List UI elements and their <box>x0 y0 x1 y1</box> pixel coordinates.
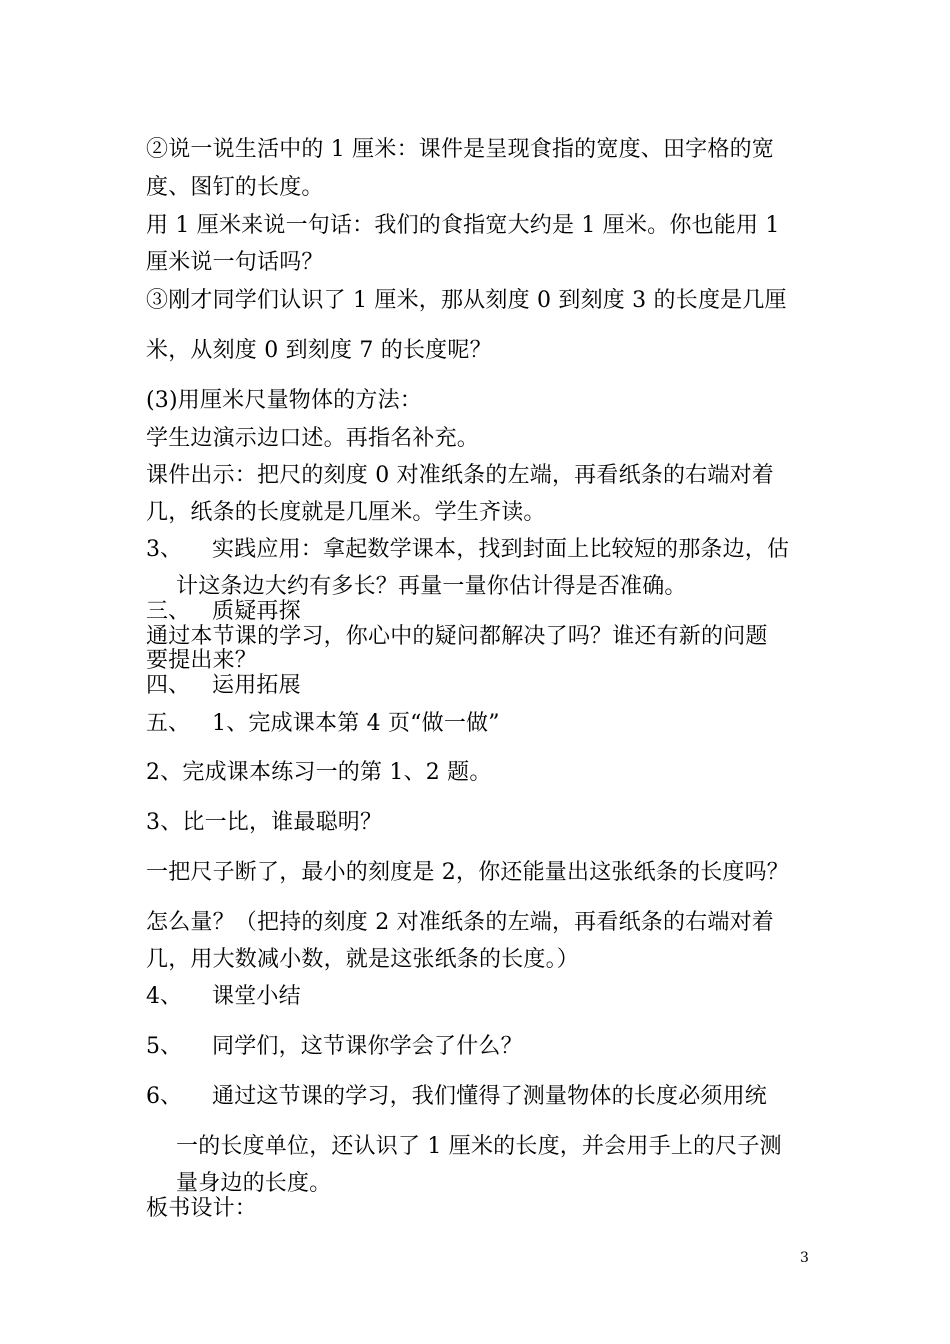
list-item-text: 实践应用：拿起数学课本，找到封面上比较短的那条边，估 <box>212 537 790 562</box>
list-item-text: 课堂小结 <box>212 984 301 1009</box>
list-item-text: 计这条边大约有多长？再量一量你估计得是否准确。 <box>176 574 687 599</box>
text-line: 米，从刻度 0 到刻度 7 的长度呢？ <box>146 338 492 363</box>
list-number: 4、 <box>146 984 182 1009</box>
section-heading: 质疑再探 <box>212 599 301 624</box>
text-line: 课件出示：把尺的刻度 0 对准纸条的左端，再看纸条的右端对着 <box>146 463 774 488</box>
list-item-text: 通过这节课的学习，我们懂得了测量物体的长度必须用统 <box>212 1084 768 1109</box>
text-line: 几，纸条的长度就是几厘米。学生齐读。 <box>146 500 546 525</box>
text-line: 用 1 厘米来说一句话：我们的食指宽大约是 1 厘米。你也能用 1 <box>146 213 780 238</box>
text-line: ③刚才同学们认识了 1 厘米，那从刻度 0 到刻度 3 的长度是几厘 <box>146 288 787 313</box>
section-heading: 板书设计： <box>146 1196 258 1221</box>
text-line: 一把尺子断了，最小的刻度是 2，你还能量出这张纸条的长度吗？ <box>146 860 789 885</box>
list-number: 3、 <box>146 537 182 562</box>
section-heading: (3)用厘米尺量物体的方法： <box>146 388 422 413</box>
list-number: 五、 <box>146 711 191 736</box>
list-item-text: 1、完成课本第 4 页“做一做” <box>212 711 500 736</box>
text-line: 要提出来？ <box>146 648 258 673</box>
list-number: 6、 <box>146 1084 182 1109</box>
list-number: 5、 <box>146 1034 182 1059</box>
list-item-text: 量身边的长度。 <box>176 1171 332 1196</box>
list-number: 四、 <box>146 673 191 698</box>
list-item-text: 一的长度单位，还认识了 1 厘米的长度，并会用手上的尺子测 <box>176 1134 782 1159</box>
text-line: 学生边演示边口述。再指名补充。 <box>146 426 480 451</box>
text-line: ②说一说生活中的 1 厘米：课件是呈现食指的宽度、田字格的宽 <box>146 137 774 162</box>
page-number: 3 <box>800 1250 809 1266</box>
section-heading: 运用拓展 <box>212 673 301 698</box>
text-line: 几，用大数减小数，就是这张纸条的长度。） <box>146 947 580 972</box>
list-item-text: 同学们，这节课你学会了什么？ <box>212 1034 523 1059</box>
text-line: 3、比一比，谁最聪明？ <box>146 810 383 835</box>
text-line: 怎么量？（把持的刻度 2 对准纸条的左端，再看纸条的右端对着 <box>146 910 774 935</box>
text-line: 通过本节课的学习，你心中的疑问都解决了吗？谁还有新的问题 <box>146 624 768 649</box>
text-line: 2、完成课本练习一的第 1、2 题。 <box>146 760 492 785</box>
text-line: 厘米说一句话吗？ <box>146 250 324 275</box>
text-line: 度、图钉的长度。 <box>146 175 324 200</box>
list-number: 三、 <box>146 599 191 624</box>
